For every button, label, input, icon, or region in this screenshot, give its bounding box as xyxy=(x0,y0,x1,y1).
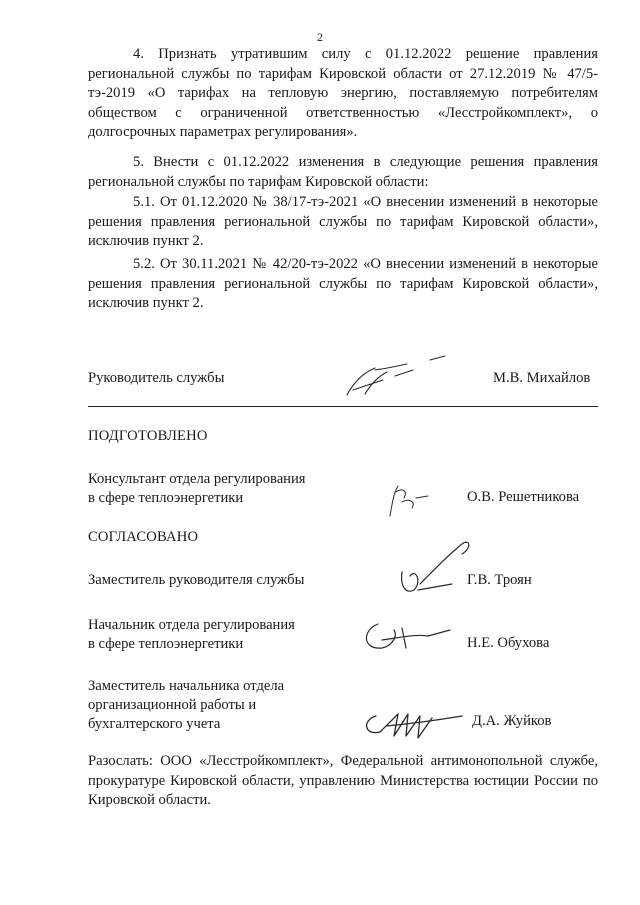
distribution-list: Разослать: ООО «Лесстройкомплект», Федеральной антимонопольной службе, прокуратуре Кировской области, управлению Министерства юстиции России по Кировской области. xyxy=(88,753,598,808)
separator-line xyxy=(88,406,598,407)
agreed-signature-mark-1 xyxy=(392,532,477,602)
agreed-title-2: Начальник отдела регулирования в сфере теплоэнергетики xyxy=(88,617,295,652)
agreed-heading: СОГЛАСОВАНО xyxy=(88,529,199,545)
prepared-signature-mark xyxy=(382,478,442,523)
paragraph-5: 5. Внести с 01.12.2022 изменения в следующие решения правления региональной службы по тарифам Кировской области: xyxy=(88,154,598,190)
prepared-title: Консультант отдела регулирования в сфере теплоэнергетики xyxy=(88,471,306,506)
agreed-name-1: Г.В. Троян xyxy=(467,572,532,588)
paragraph-4: 4. Признать утратившим силу с 01.12.2022 решение правления региональной службы по тарифам Кировской области от 27.12.2019 № 47/5-тэ-2019 «О тарифах на тепловую энергию, поставляемую потребителям обществом с ограниченной ответственностью «Лесстройкомплект», о долгосрочных параметрах регулирования». xyxy=(88,46,598,140)
head-title: Руководитель службы xyxy=(88,370,225,386)
head-name: М.В. Михайлов xyxy=(493,370,591,386)
page-number: 2 xyxy=(317,30,323,44)
agreed-title-1: Заместитель руководителя службы xyxy=(88,572,305,588)
agreed-signature-mark-3 xyxy=(358,696,468,746)
paragraph-5-2: 5.2. От 30.11.2021 № 42/20-тэ-2022 «О внесении изменений в некоторые решения правления региональной службы по тарифам Кировской области», исключив пункт 2. xyxy=(88,256,598,311)
prepared-heading: ПОДГОТОВЛЕНО xyxy=(88,428,208,444)
paragraph-5-1: 5.1. От 01.12.2020 № 38/17-тэ-2021 «О внесении изменений в некоторые решения правления региональной службы по тарифам Кировской области», исключив пункт 2. xyxy=(88,194,598,249)
agreed-name-3: Д.А. Жуйков xyxy=(472,713,552,729)
head-signature-mark xyxy=(335,350,475,405)
agreed-title-3: Заместитель начальника отдела организационной работы и бухгалтерского учета xyxy=(88,678,285,732)
agreed-signature-mark-2 xyxy=(358,610,458,660)
prepared-name: О.В. Решетникова xyxy=(467,489,580,505)
agreed-name-2: Н.Е. Обухова xyxy=(467,635,550,651)
